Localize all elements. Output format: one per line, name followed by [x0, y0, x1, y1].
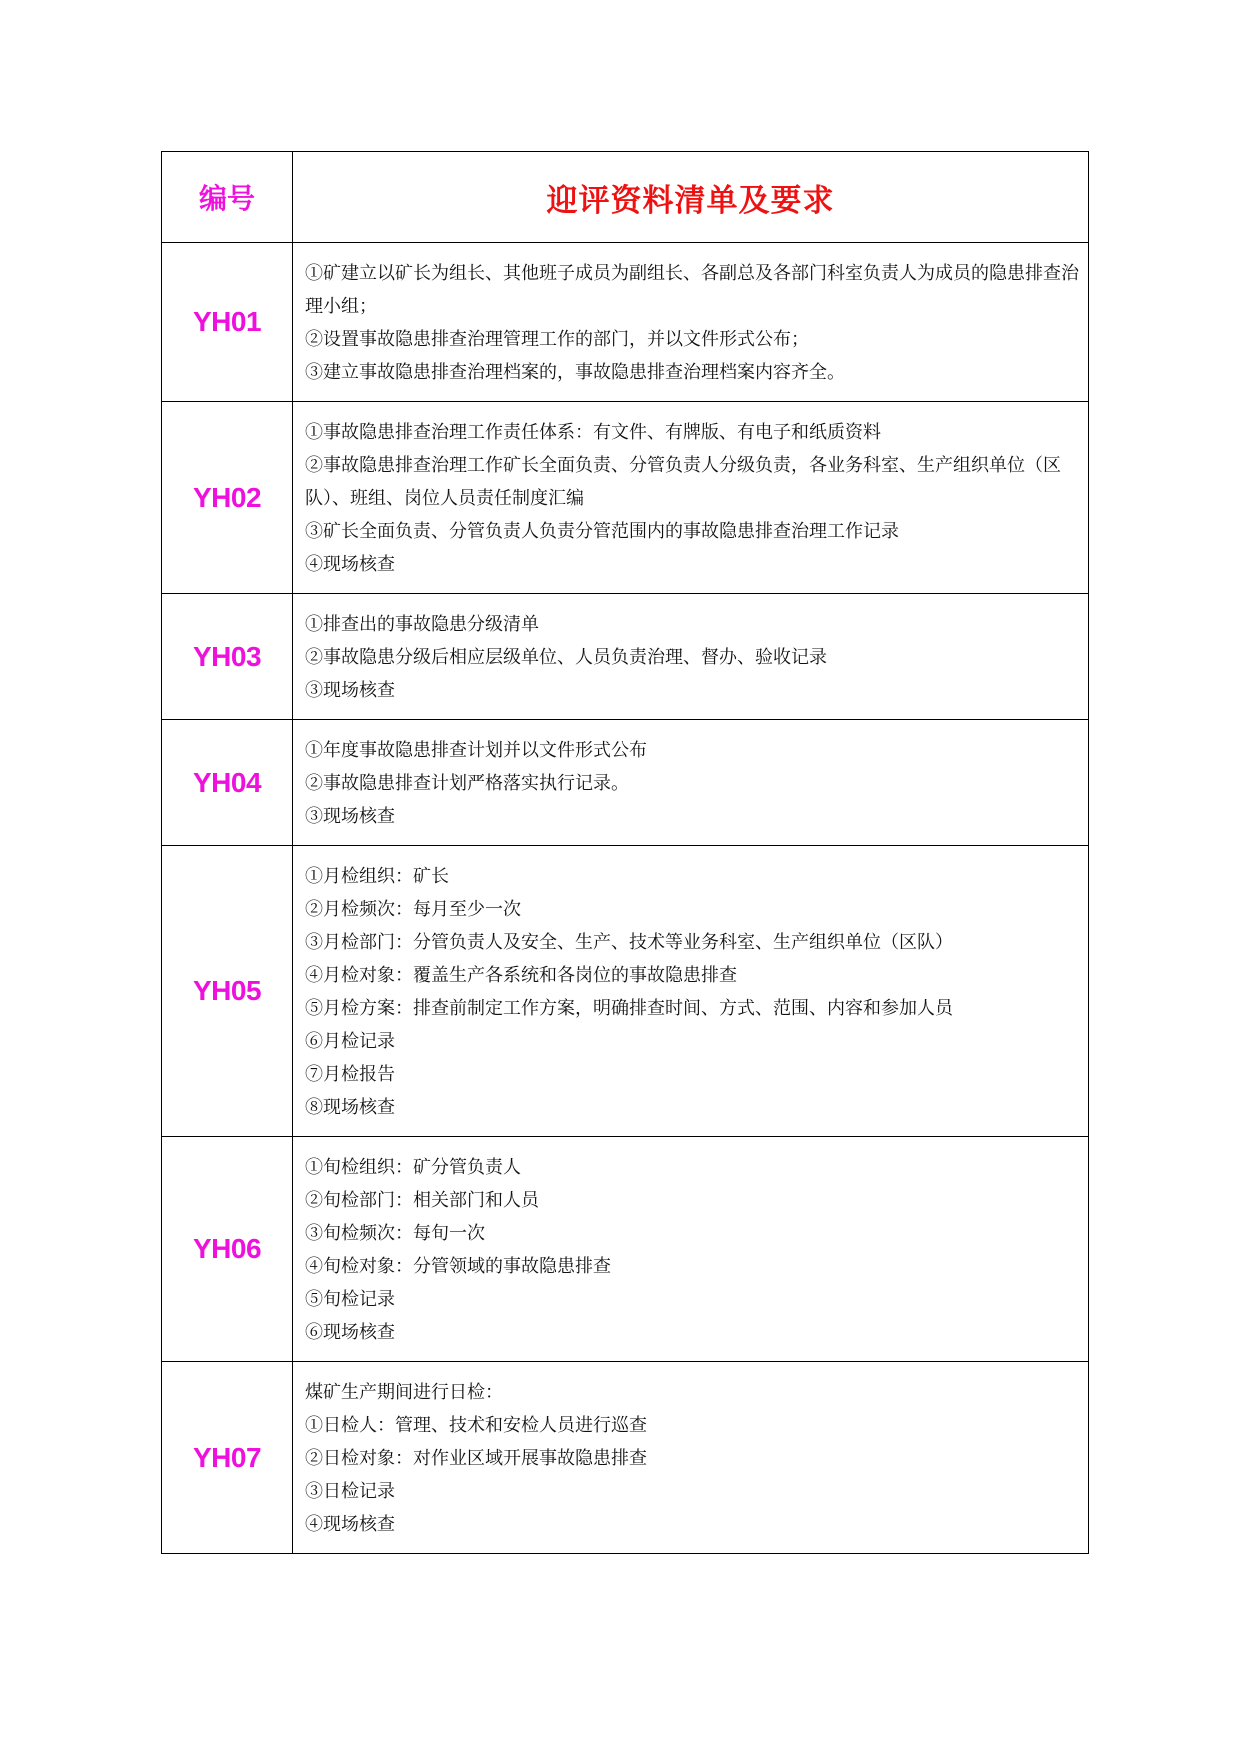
row-requirements — [293, 1362, 1089, 1554]
requirement-line: ②设置事故隐患排查治理管理工作的部门，并以文件形式公布； — [305, 329, 809, 350]
row-code: YH04 — [162, 720, 293, 846]
table-row — [162, 594, 1089, 720]
requirement-line: ①年度事故隐患排查计划并以文件形式公布 — [305, 740, 647, 761]
row-requirements — [293, 846, 1089, 1137]
row-requirements — [293, 402, 1089, 594]
table-row — [162, 846, 1089, 1137]
requirement-line: ③月检部门：分管负责人及安全、生产、技术等业务科室、生产组织单位（区队） — [305, 932, 953, 953]
requirement-line: ②事故隐患排查治理工作矿长全面负责、分管负责人分级负责，各业务科室、生产组织单位（区队）、班组、岗位人员责任制度汇编 — [305, 455, 1061, 509]
requirement-line: ①月检组织：矿长 — [305, 866, 449, 887]
requirement-line: ③现场核查 — [305, 680, 395, 701]
requirement-line: ③建立事故隐患排查治理档案的，事故隐患排查治理档案内容齐全。 — [305, 362, 845, 383]
requirement-line: ③日检记录 — [305, 1481, 395, 1502]
requirement-line: ⑥现场核查 — [305, 1322, 395, 1343]
requirement-line: ③旬检频次：每旬一次 — [305, 1223, 485, 1244]
requirement-line: ②旬检部门：相关部门和人员 — [305, 1190, 539, 1211]
table-header-row — [162, 152, 1089, 243]
row-code: YH01 — [162, 243, 293, 402]
requirement-line: 煤矿生产期间进行日检： — [305, 1382, 503, 1403]
requirement-line: ③现场核查 — [305, 806, 395, 827]
requirement-line: ②事故隐患分级后相应层级单位、人员负责治理、督办、验收记录 — [305, 647, 827, 668]
table-row — [162, 1137, 1089, 1362]
requirement-line: ⑦月检报告 — [305, 1064, 395, 1085]
requirement-line: ⑤月检方案：排查前制定工作方案，明确排查时间、方式、范围、内容和参加人员 — [305, 998, 953, 1019]
row-requirements — [293, 1137, 1089, 1362]
requirement-line: ④月检对象：覆盖生产各系统和各岗位的事故隐患排查 — [305, 965, 737, 986]
row-code: YH07 — [162, 1362, 293, 1554]
requirement-line: ①排查出的事故隐患分级清单 — [305, 614, 539, 635]
requirement-line: ④现场核查 — [305, 554, 395, 575]
requirement-line: ⑤旬检记录 — [305, 1289, 395, 1310]
row-requirements — [293, 720, 1089, 846]
requirement-line: ⑧现场核查 — [305, 1097, 395, 1118]
header-requirements: 迎评资料清单及要求 — [293, 152, 1089, 243]
requirement-line: ①矿建立以矿长为组长、其他班子成员为副组长、各副总及各部门科室负责人为成员的隐患排查治理小组； — [305, 263, 1079, 317]
requirement-line: ①事故隐患排查治理工作责任体系：有文件、有牌版、有电子和纸质资料 — [305, 422, 881, 443]
row-requirements — [293, 594, 1089, 720]
requirement-line: ④现场核查 — [305, 1514, 395, 1535]
requirement-line: ④旬检对象：分管领域的事故隐患排查 — [305, 1256, 611, 1277]
requirement-line: ②事故隐患排查计划严格落实执行记录。 — [305, 773, 629, 794]
row-code: YH02 — [162, 402, 293, 594]
row-code: YH03 — [162, 594, 293, 720]
requirement-line: ①旬检组织：矿分管负责人 — [305, 1157, 521, 1178]
requirement-line: ①日检人：管理、技术和安检人员进行巡查 — [305, 1415, 647, 1436]
table-row — [162, 402, 1089, 594]
requirement-line: ⑥月检记录 — [305, 1031, 395, 1052]
row-requirements — [293, 243, 1089, 402]
table-row — [162, 720, 1089, 846]
header-code: 编号 — [162, 152, 293, 243]
table-row — [162, 1362, 1089, 1554]
requirement-line: ②月检频次：每月至少一次 — [305, 899, 521, 920]
row-code: YH05 — [162, 846, 293, 1137]
requirement-line: ②日检对象：对作业区域开展事故隐患排查 — [305, 1448, 647, 1469]
requirement-line: ③矿长全面负责、分管负责人负责分管范围内的事故隐患排查治理工作记录 — [305, 521, 899, 542]
row-code: YH06 — [162, 1137, 293, 1362]
requirements-table — [161, 151, 1089, 1554]
table-row — [162, 243, 1089, 402]
